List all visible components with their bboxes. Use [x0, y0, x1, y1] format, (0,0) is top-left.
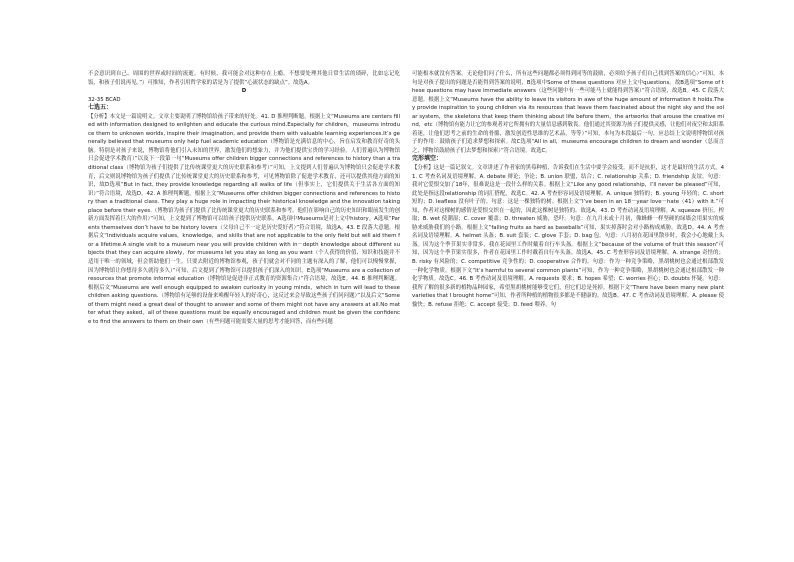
section-title-cloze: 完形填空： — [412, 155, 443, 163]
right-column — [412, 70, 724, 309]
answer-key-line: 32-35 BCAD — [88, 96, 121, 103]
section-title-seven-choose-five: 七选五： — [88, 104, 113, 112]
right-body-paragraph-1: 可能根本就没有答案。无论他们问了什么，所有这些问题都必须得到同等的鼓励，必须给予孩子们自己找到答案的信心）”可知，本句是对孩子提出的问题是否能得到答案的说明，B选项中Some of these questions 对应上文中questions。故B选项“Some of these questions may have immediate answers（这些问题中有一些可能马上就能得到答案）”符合语境，故选B。45. C 段落大意题。根据上文“Museums have the ability to leave its visitors in awe of the huge amount of information it holds.They provide inspiration to young children via its resources that leave them fascinated about the night sky and the solar system，the skeletons that keep them thinking about life before them，the artworks that arouse the creative mind，etc（博物馆有能力让它的参观者对它所拥有的大量信息感到敬畏。他们通过其资源为孩子们提供灵感，让他们对夜空和太阳系着迷，让他们思考之前的生命的骨骼，激发创造性思维的艺术品，等等）”可知，本句为本段最后一句，应总结上文说明博物馆对孩子的作用：鼓励孩子们追求梦想和探索。故C选项“All in all，museums encourage children to dream and wonder（总而言之，博物馆鼓励孩子们去梦想和探索）”符合语境。故选C。 — [412, 71, 724, 154]
left-intro-paragraph: 不会意识到自己、周围的世界或时间的流逝。有时候，我可能会对这种存在上瘾，不想要处理其他日常生活的琐碎，比如忘记吃饭，和孩子们说再见。”）可推知，作者引用哲学家的话是为了提供“心流状态的缺点”。故选A。 — [88, 71, 400, 86]
right-body-paragraph-2: 【分析】这是一篇记叙文。文章讲述了作者家的黑莓种植，告诉我们在生活中要学会接受，而不是抗拒，这才是最好的生活方式。41. C 考查名词及语境理解。A. debate 辩论；争论；B. union 联盟，结合；C. relationship 关系；D. friendship 友谊。句意：我对它爱恨交加了18年，很难说这是一段什么样的关系。根据上文“Like any good relationship，I’ll never be pleased”可知，此处是指这段relationship 的词汇搭配，故选C。42. A 考查形容词及语境理解。A. unique 独特的；B. young 年轻的；C. short 短的；D. leafless 没有叶子的。句意：这是一棵独特的树。根据上文“I’ve been in an 18－year love－hate（41）with it.”可知，作者对这棵树的感情是爱恨交织在一起的，因此这棵树是独特的。故选A。43. D 考查动词及语境理解。A. squeeze 挤压，榨取；B. wet 使潮湿；C. cover 覆盖；D. threaten 威胁，恐吓。句意：在九月末或十月初，像蜂蜂一样坚硬的绿墙会用果实的威胁来威胁我们的小路。根据上文“falling fruits as hard as baseballs”可知，果实掉落时会对小路构成威胁。故选D。44. A 考查名词及语境理解。A. helmet 头盔；B. suit 套装；C. glove 手套；D. bag 包。句意：八月初在花园里散步时，我会小心地戴上头盔。因为这个季节果实非常多，我在花园里工作时戴着自行车头盔。根据上文“because of the volume of fruit this season”可知，因为这个季节果实很多，作者在花园里工作时戴着自行车头盔。故选A。45. C 考查形容词及语境理解。A. strange 奇怪的；B. risky 有风险的；C. competitive 竞争性的；D. cooperative 合作的。句意：作为一种竞争策略，黑胡桃树也会通过根部散发一种化学物质。根据下文“It’s harmful to several common plants”可知，作为一种竞争策略，黑胡桃树也会通过根部散发一种化学物质。故选C。46. B 考查动词及语境理解。A. requests 要求；B. hopes 希望；C. worries 担心；D. doubts 怀疑。句意：我所了解的很多新的植物品种园家，希望黑胡桃树能够受它们，但它们总是死掉。根据下文“There have been many new plant varieties that I brought home”可知，作者所种植的植物很多都是不健康的。故选B。47. C 考查动词及语境理解。A. please 使愉快；B. refuse 拒绝；C. accept 接受；D. feed 喂养。句 — [412, 165, 724, 308]
left-column — [88, 70, 400, 326]
answer-d-mark: D — [241, 88, 247, 95]
left-body-paragraph: 【分析】本文是一篇说明文。文章主要说明了博物馆给孩子带来的好处。41. D 推理判断题。根据上文“Museums are centers filled with information designed to enlighten and educate the curious mind.Especially for children，museums introduce them to unknown worlds, inspire their imagination, and provide them with valuable learning experiences.It’s generally believed that museums only help fuel academic education（博物馆是充满信息的中心，旨在启发和教育好奇的头脑。特别是对孩子来说，博物馆将他们引入未知的世界，激发他们的想象力，并为他们提供宝贵的学习经验。人们普遍认为博物馆只会促进学术教育）”以及下一段第一句“Museums offer children bigger connections and references to history than a traditional class（博物馆为孩子们提供了比传统课堂更大的历史联系和参考）”可知，上文提到人们普遍认为博物馆只会促进学术教育，后文则说博物馆为孩子们提供了比传统课堂更大的历史联系和参考，可见博物馆除了促进学术教育，还可以提供其他方面的知识，故D选项“But in fact, they provide knowledge regarding all walks of life（但事实上，它们提供关于生活各方面的知识）”符合语境，故选D。42. A 推理判断题。根据上文“Museums offer children bigger connections and references to history than a traditional class. They play a huge role in impacting their historical knowledge and the innovation taking place before their eyes.（博物馆为孩子们提供了比传统课堂更大的历史联系和参考。他们在影响自己的历史知识和眼前发生的创新方面发挥着巨大的作用）”可知，上文提到了博物馆可以给孩子提供历史联系。A选项中Museums是对上文中history。A选项“Parents themselves don’t have to be history lovers（父母自己不一定是历史爱好者）”符合语境，故选A。43. E 段落大意题。根据后文“Individuals acquire values，knowledge，and skills that are not applicable to the only field but will aid them for a lifetime.A single visit to a museum near you will provide children with in－depth knowledge about different subjects that they can acquire slowly，for museums let you stay as long as you want（个人获得的价值、知识和技能并不适用于唯一的领域，但会帮助他们一生。只要去附近的博物馆参观，孩子们就会对不同的主题有深入的了解，他们可以慢慢掌握，因为博物馆让你想待多久就待多久）”可知，后文提到了博物馆可以提供孩子们深入的知识。E选项“Museums are a collection of resources that promote informal education（博物馆是促进非正式教育的资源集合）”符合语境，故选E。44. B 推理判断题。根据后文“Museums are well enough equipped to awaken curiosity in young minds，which in turn will lead to these children asking questions.（博物馆有足够的设备来唤醒年轻人的好奇心，这反过来会导致这些孩子们问问题）”以及后文“Some of them might need a great deal of thought to answer and some of them might not have any answers at all.No matter what they asked，all of these questions must be equally encouraged and children must be given the confidence to find the answers to them on their own（有些问题可能需要大量的思考才能回答，而有些问题 — [88, 113, 401, 325]
